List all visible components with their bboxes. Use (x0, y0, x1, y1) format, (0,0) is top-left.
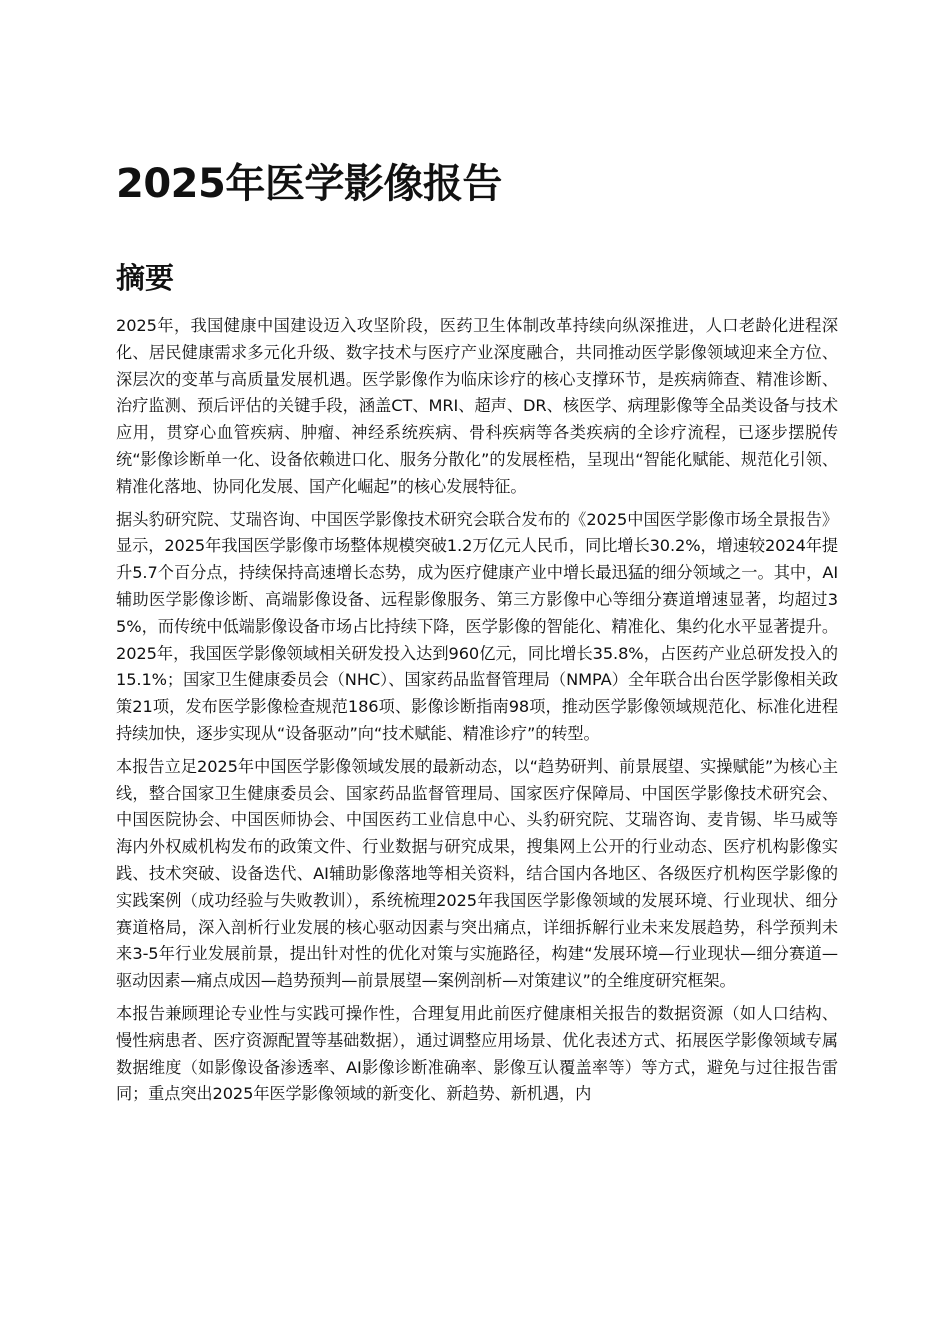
paragraph-1: 2025年，我国健康中国建设迈入攻坚阶段，医药卫生体制改革持续向纵深推进，人口老龄化进程深化、居民健康需求多元化升级、数字技术与医疗产业深度融合，共同推动医学影像领域迎来全方位、深层次的变革与高质量发展机遇。医学影像作为临床诊疗的核心支撑环节，是疾病筛查、精准诊断、治疗监测、预后评估的关键手段，涵盖CT、MRI、超声、DR、核医学、病理影像等全品类设备与技术应用，贯穿心血管疾病、肿瘤、神经系统疾病、骨科疾病等各类疾病的全诊疗流程，已逐步摆脱传统“影像诊断单一化、设备依赖进口化、服务分散化”的发展桎梏，呈现出“智能化赋能、规范化引领、精准化落地、协同化发展、国产化崛起”的核心发展特征。 (116, 316, 838, 496)
paragraph-2: 据头豹研究院、艾瑞咨询、中国医学影像技术研究会联合发布的《2025中国医学影像市场全景报告》显示，2025年我国医学影像市场整体规模突破1.2万亿元人民币，同比增长30.2%，增速较2024年提升5.7个百分点，持续保持高速增长态势，成为医疗健康产业中增长最迅猛的细分领域之一。其中，AI辅助医学影像诊断、高端影像设备、远程影像服务、第三方影像中心等细分赛道增速显著，均超过35%，而传统中低端影像设备市场占比持续下降，医学影像的智能化、精准化、集约化水平显著提升。2025年，我国医学影像领域相关研发投入达到960亿元，同比增长35.8%，占医药产业总研发投入的15.1%；国家卫生健康委员会（NHC）、国家药品监督管理局（NMPA）全年联合出台医学影像相关政策21项，发布医学影像检查规范186项、影像诊断指南98项，推动医学影像领域规范化、标准化进程持续加快，逐步实现从“设备驱动”向“技术赋能、精准诊疗”的转型。 (116, 509, 838, 743)
section-title-abstract: 摘要 (116, 261, 175, 295)
abstract-body (116, 313, 838, 1114)
document-title: 2025年医学影像报告 (116, 161, 502, 207)
paragraph-4: 本报告兼顾理论专业性与实践可操作性，合理复用此前医疗健康相关报告的数据资源（如人口结构、慢性病患者、医疗资源配置等基础数据），通过调整应用场景、优化表述方式、拓展医学影像领域专属数据维度（如影像设备渗透率、AI影像诊断准确率、影像互认覆盖率等）等方式，避免与过往报告雷同；重点突出2025年医学影像领域的新变化、新趋势、新机遇，内 (116, 1003, 838, 1104)
paragraph-3: 本报告立足2025年中国医学影像领域发展的最新动态，以“趋势研判、前景展望、实操赋能”为核心主线，整合国家卫生健康委员会、国家药品监督管理局、国家医疗保障局、中国医学影像技术研究会、中国医院协会、中国医师协会、中国医药工业信息中心、头豹研究院、艾瑞咨询、麦肯锡、毕马威等海内外权威机构发布的政策文件、行业数据与研究成果，搜集网上公开的行业动态、医疗机构影像实践、技术突破、设备迭代、AI辅助影像落地等相关资料，结合国内各地区、各级医疗机构医学影像的实践案例（成功经验与失败教训），系统梳理2025年我国医学影像领域的发展环境、行业现状、细分赛道格局，深入剖析行业发展的核心驱动因素与突出痛点，详细拆解行业未来发展趋势，科学预判未来3-5年行业发展前景，提出针对性的优化对策与实施路径，构建“发展环境—行业现状—细分赛道—驱动因素—痛点成因—趋势预判—前景展望—案例剖析—对策建议”的全维度研究框架。 (116, 756, 838, 991)
